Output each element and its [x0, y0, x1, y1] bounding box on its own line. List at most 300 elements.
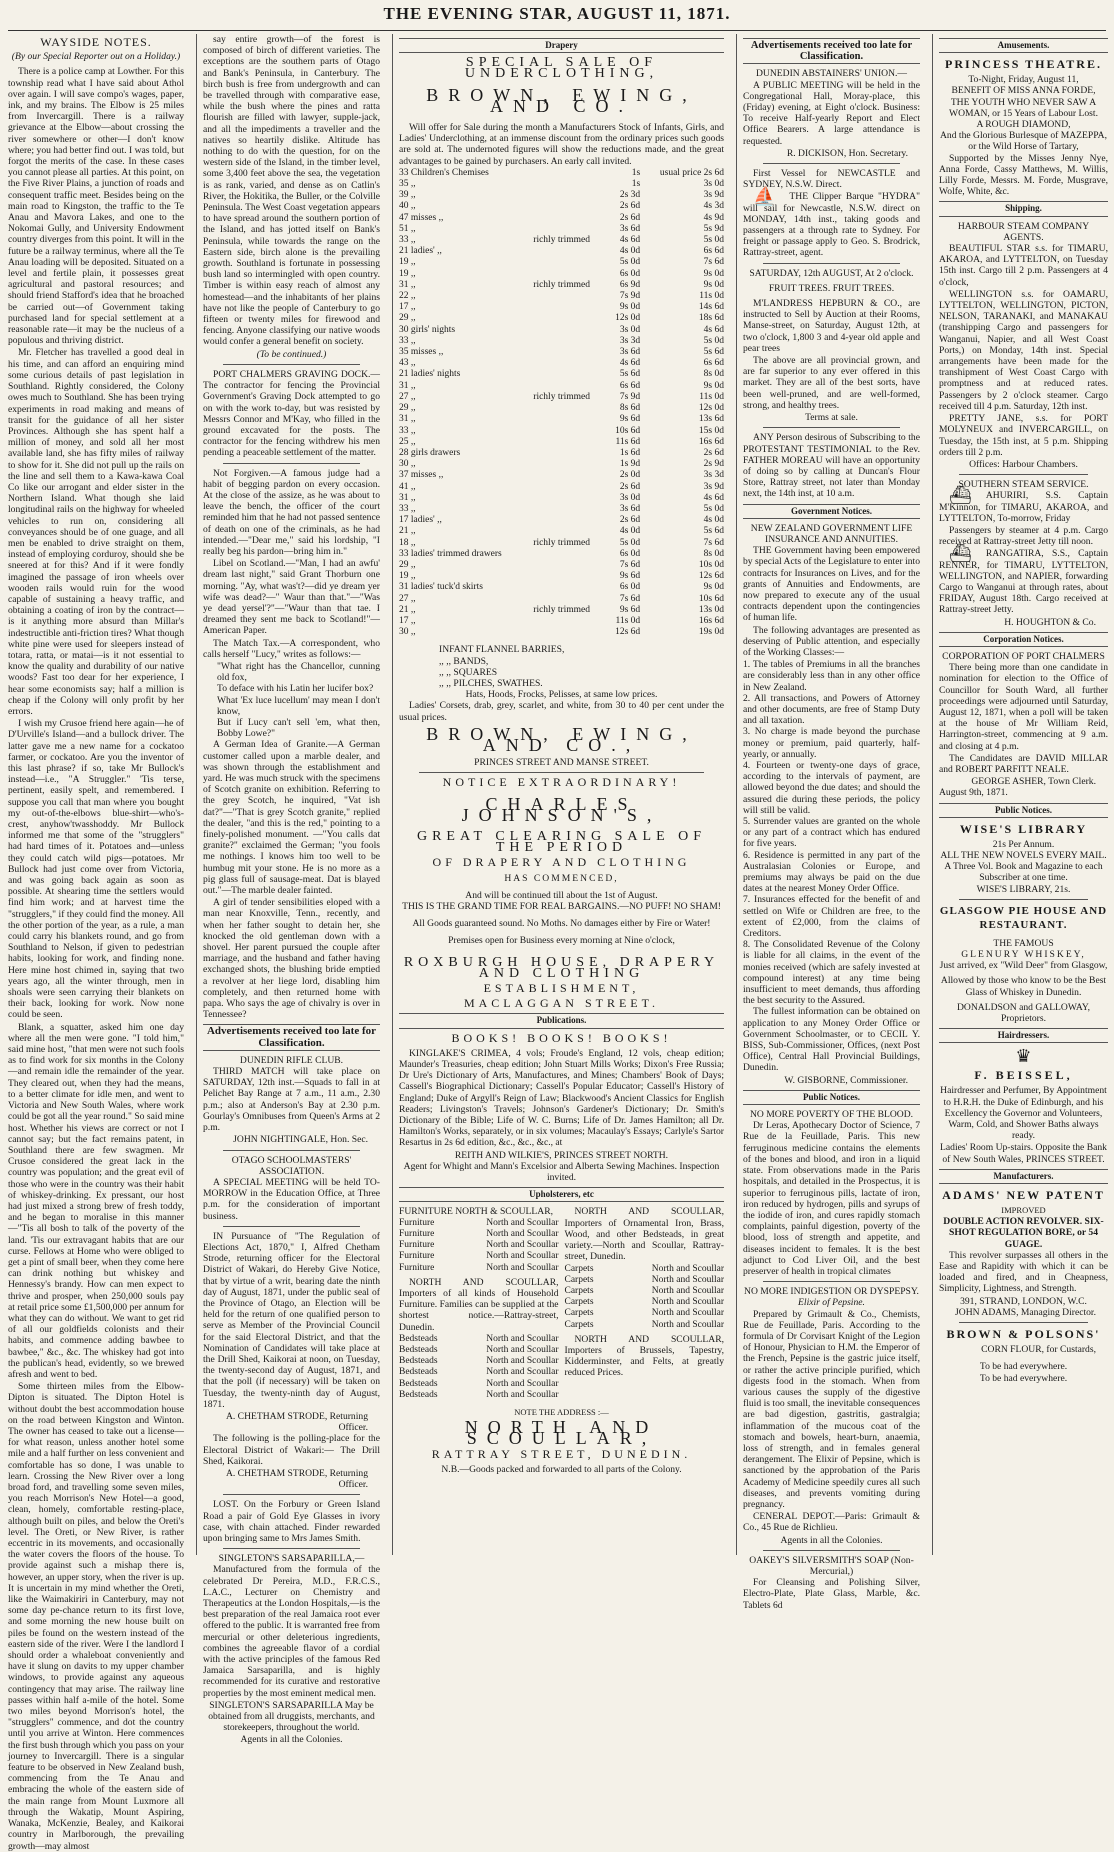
table-cell: 31 ladies' tuck'd skirts [399, 582, 483, 593]
list-item [399, 1240, 559, 1251]
table-cell [533, 549, 607, 560]
divider [223, 1226, 360, 1227]
table-cell: 4s 0d [619, 526, 641, 537]
ad-text: Will offer for Sale during the month a Manufacturers Stock of Infants, Girls, and Ladies' Underclothing, at an immense discount from the ordinary prices such goods are sold at. The undernoted figures will show the reductions made, and the great advantages to be gained by purchasers. An early call invited. [399, 122, 724, 167]
verse-line: What 'Ex luce lucellum' may mean I don't know, [217, 694, 380, 717]
table-row [399, 190, 724, 201]
table-row [399, 616, 724, 627]
item-vendor: North and Scoullar [486, 1333, 559, 1344]
table-cell: 37 misses ,, [399, 470, 444, 481]
divider [959, 474, 1088, 475]
table-cell: 12s 0d [698, 403, 724, 414]
table-cell [533, 582, 607, 593]
ad-text: NORTH AND SCOULLAR, Importers of Ornamental Iron, Brass, Wood, and other Bedsteads, in great variety.—North and Scoullar, Rattray-street, Dunedin. [564, 1206, 724, 1263]
table-cell: 15s 0d [698, 425, 724, 436]
ad-text: A Three Vol. Book and Magazine to each Subscriber at one time. [944, 861, 1103, 884]
table-cell: 2s 6d [619, 201, 641, 212]
table-cell: 33 ,, [399, 425, 416, 436]
table-cell: 5s 0d [703, 335, 724, 346]
item-label: Bedsteads [399, 1333, 438, 1344]
table-cell [533, 616, 607, 627]
ad-headline: GREAT CLEARING SALE OF THE PERIOD [416, 829, 707, 856]
table-cell: 8s 0d [703, 369, 724, 380]
list-item [399, 1379, 559, 1390]
list-item [399, 1390, 559, 1401]
list-item [399, 1251, 559, 1262]
table-cell: 7s 6d [703, 257, 724, 268]
section-header: Drapery [399, 38, 724, 53]
ad-title: DUNEDIN ABSTAINERS' UNION.— [756, 68, 907, 80]
article-paragraph: I wish my Crusoe friend here again—he of D'Urville's Island—and a bullock driver. The latter gave me a new name for a cockatoo farmer, or cockatoo. Are you the inventor of this last phrase? if so, take Mr Bullock's instead—i.e., "A Struggler." 'Tis terse, pertinent, easily spelt, and remembered. I suppose you call that man where you bought my out-of-the-elbows blue-shirt—who's-crest, anyhow'twasshoddy. Mr Bullock informed me that some of the "strugglers" had hard times of it. Potatoes and—unless they could catch wild pigs—potatoes. Mr Bullock had just come over from Victoria, and was going back again as soon as possible. At shearing time the settlers would find him work; and at harvest time the "strugglers," if they could find the money. All the other portion of the year, as a rule, a man could carry his blankets round, and go from Southland to Nelson, if given to pedestrian habits, looking for work, and finding none. Here mine host chimed in, saying that two years ago, all the winter through, men in shoals were seen carrying their blankets on their back, looking for work. Now none could be seen. [8, 718, 184, 1021]
table-cell: 4s 0d [703, 515, 724, 526]
table-cell [533, 381, 607, 392]
table-cell: 21 ,, [399, 526, 416, 537]
ad-title: DUNEDIN RIFLE CLUB. [239, 1054, 344, 1066]
table-row [399, 426, 724, 437]
ad-text: BEAUTIFUL STAR s.s. for TIMARU, AKAROA, and LYTTELTON, on Tuesday 15th inst. Cargo till 2 p.m. Passengers at 4 o'clock, [939, 243, 1108, 288]
divider [419, 772, 704, 773]
ad-address: PRINCES STREET AND MANSE STREET. [474, 757, 649, 769]
item-label: Furniture [399, 1228, 435, 1239]
table-cell: 18 ,, [399, 537, 416, 548]
table-cell: 6s 6d [703, 358, 724, 369]
table-cell [533, 594, 607, 605]
table-cell [533, 414, 607, 425]
table-cell [533, 246, 607, 257]
table-cell [533, 257, 607, 268]
ad-signature: REITH AND WILKIE'S, PRINCES STREET NORTH. [454, 1149, 669, 1161]
ad-text: A SPECIAL MEETING will be held TO-MORROW in the Education Office, at Three p.m. for the consideration of important business. [203, 1176, 380, 1222]
list-item: 8. The Consolidated Revenue of the Colony is liable for all claims, in the event of the monies received (which are safely invested at compound interest) at any time being insufficient to meet demands, thus affording the best security to the Assured. [743, 939, 920, 1007]
ad-text: THE FAMOUS [993, 937, 1054, 949]
ad-text: Agent for Whight and Mann's Excelsior and Alberta Sewing Machines. Inspection invited. [403, 1160, 720, 1184]
ad-text: A ROUGH DIAMOND, [976, 119, 1071, 131]
article-subtitle: (By our Special Reporter out on a Holiday.) [11, 51, 181, 63]
table-row [399, 257, 724, 268]
ad-text: The following is the polling-place for the Electoral District of Wakari:— The Drill Shed, Kaikorai. [203, 1433, 380, 1467]
table-cell: 3s 3d [619, 335, 641, 346]
ad-text: Offices: Harbour Chambers. [969, 458, 1078, 470]
table-cell: 8s 6d [619, 403, 641, 414]
table-cell: 3s 9d [703, 190, 724, 201]
table-cell [533, 560, 607, 571]
list-item [565, 1264, 725, 1275]
ad-text: Agents in all the Colonies. [240, 1734, 343, 1746]
divider [223, 1494, 360, 1495]
table-row [399, 235, 724, 246]
table-cell: 2s 6d [619, 515, 641, 526]
table-cell: 3s 9d [703, 481, 724, 492]
list-item [565, 1286, 725, 1297]
ad-text: This revolver surpasses all others in the Ease and Rapidity with which it can be loaded and fired, and in Cheapness, Simplicity, Lightness, and Strength. [939, 1249, 1108, 1295]
table-cell: 1s 6d [619, 447, 641, 458]
ad-text: The following advantages are presented as deserving of Public attention, and especially of the Working Classes:— [743, 624, 920, 658]
column-notices [932, 34, 1108, 1555]
table-row [399, 336, 724, 347]
ad-text: Allowed by those who know to be the Best Glass of Whiskey in Dunedin. [940, 975, 1107, 998]
table-row [399, 213, 724, 224]
column-news [196, 34, 386, 1746]
to-be-continued: (To be continued.) [256, 348, 327, 360]
table-cell: 4s 0d [619, 246, 641, 257]
table-cell: 18s 6d [698, 313, 724, 324]
ad-text: KINGLAKE'S CRIMEA, 4 vols; Froude's England, 12 vols, cheap edition; Maunder's Treasuries, cheap edition; John Stuart Mills Works; Dixon's Free Russia; Dr Ure's Dictionary of Arts, Manufactures, and Mines; Chambers' Book of Days; Cassell's Biographical Dictionary; Cassell's Popular Educator; Cassell's History of England; Duke of Argyll's Reign of Law; Blackwood's Ancient Classics for English Readers; Livingston's Travels; Johnson's Gardener's Dictionary; Dr. Smith's Dictionary of the Bible; Life of W. C. Burns; Life of Dr. James Hamilton; all Dr. Hamilton's Works, separately, or in six volumes; Macaulay's Essays; Carlyle's Sartor Resartus in 2s 6d edition, &c., &c., &c., at [399, 1047, 724, 1149]
ad-signature: H. HOUGHTON & Co. [1004, 616, 1096, 628]
table-cell [533, 325, 607, 336]
table-cell: 17 ,, [399, 302, 416, 313]
table-cell [533, 291, 607, 302]
table-cell: 12s 6d [698, 571, 724, 582]
news-item: A German Idea of Granite.—A German customer called upon a marble dealer, and was shown through the establishment and yard. He was much struck with the specimens of Scotch granite on exhibition. Referring to the grey Scotch, he inquired, "Vat ish dat?"—"That is grey Scotch granite," replied the dealer, "and this is the red," pointing to a finely-polished monument. —"You calls dat granite?" exclaimed the German; "you fools me nothings. I knows him too well to be humbug mit your stone. He is no more as a pig glass full of sausage-meat. Dat is blayed out."—The marble dealer fainted. [203, 739, 380, 897]
table-cell: 19 ,, [399, 257, 416, 268]
ad-headline: BROWN & POLSONS' [946, 1327, 1101, 1342]
table-cell: 17 ,, [399, 615, 416, 626]
table-cell [533, 358, 607, 369]
table-cell [533, 470, 607, 481]
ad-headline: GLASGOW PIE HOUSE AND RESTAURANT. [939, 904, 1108, 931]
ad-text: M'LANDRESS HEPBURN & CO., are instructed to Sell by Auction at their Rooms, Manse-street, on Saturday, August 12th, at two o'clock, 1,800 3 and 4-year old apple and pear trees [743, 298, 920, 354]
ad-text: Premises open for Business every morning at Nine o'clock, [448, 935, 675, 947]
divider [763, 1550, 900, 1551]
ad-address: RATTRAY STREET, DUNEDIN. [431, 1446, 692, 1461]
ad-text: NORTH AND SCOULLAR, Importers of all kinds of Household Furniture. Families can be supplied at the shortest notice.—Rattray-street, Dunedin. [399, 1276, 559, 1333]
ad-text: The Candidates are DAVID MILLAR and ROBERT PARFITT NEALE. [939, 752, 1108, 775]
ad-text: First Vessel for NEWCASTLE and SYDNEY, N.S.W. Direct. [743, 168, 920, 191]
table-cell [533, 426, 607, 437]
ad-text: WELLINGTON s.s. for OAMARU, LYTTELTON, WELLINGTON, PICTON, NELSON, TARANAKI, and MANAKAU (transhipping Cargo and passengers for Wanganui, Napier, and all West Coast Ports,) on Monday, 14th inst. Special arrangements have been made for the transhipment of West Coast Cargo with promptness and at reduced rates. Passengers by 2 o'clock steamer. Cargo received till 4 p.m. Saturday, 12th inst. [939, 288, 1108, 412]
table-cell: 11s 6d [615, 436, 641, 447]
crown-icon: ♛ [1015, 1046, 1032, 1067]
ad-text: CORN FLOUR, for Custards, [981, 1344, 1096, 1356]
ad-text: And the Glorious Burlesque of MAZEPPA, or the Wild Horse of Tartary, [940, 130, 1107, 153]
ad-text: To-Night, Friday, August 11, [968, 74, 1079, 86]
list-item [399, 1229, 559, 1240]
table-cell [533, 336, 607, 347]
table-cell: 2s 6d [619, 481, 641, 492]
table-cell: 6s 0d [619, 582, 641, 593]
table-row [399, 470, 724, 481]
ad-title: SINGLETON'S SARSAPARILLA,— [218, 1553, 365, 1565]
list-item [565, 1275, 725, 1286]
ad-title: NO MORE INDIGESTION OR DYSPEPSY. [744, 1286, 919, 1298]
table-cell [533, 571, 607, 582]
item-label: Bedsteads [399, 1356, 438, 1367]
table-cell: 2s 9d [703, 459, 724, 470]
list-item: 7. Insurances effected for the benefit of and settled on Wife or Children are free, to the extent of £2,000, from the claims of Creditors. [743, 894, 920, 940]
table-cell: 7s 6d [619, 593, 641, 604]
ad-signature: JOHN NIGHTINGALE, Hon. Sec. [233, 1134, 368, 1146]
table-row [399, 605, 724, 616]
ad-text: THIRD MATCH will take place on SATURDAY, 12th inst.—Squads to fall in at Pelichet Bay Range at 7 a.m., 11 a.m., 2.30 p.m.; also at Anderson's Bay at 2.30 p.m. Gourlay's Omnibuses from Queen's Arms at 2 p.m. [203, 1066, 380, 1134]
table-cell [533, 515, 607, 526]
ad-text: LOST. On the Forbury or Green Island Road a pair of Gold Eye Glasses in ivory case, with chain attached. Finder rewarded upon bringing same to Mrs James Smith. [203, 1499, 380, 1544]
table-cell: 25 ,, [399, 436, 416, 447]
divider [223, 364, 360, 365]
masthead-rule [8, 30, 1106, 31]
item-vendor: North and Scoullar [486, 1367, 559, 1378]
table-cell [533, 448, 607, 459]
table-row [399, 392, 724, 403]
ad-text: THE Government having been empowered by special Acts of the Legislature to enter into contracts for Insurances on Lives, and for the grants of Annuities and Endowments, are now prepared to execute any of the usual contracts dependent upon the contingencies of human life. [743, 545, 920, 624]
ship-icon: ⛴ [949, 485, 972, 506]
infant-list [439, 644, 724, 689]
table-cell: 31 ,, [399, 414, 416, 425]
ad-headline: BROWN, EWING, AND CO., [426, 723, 697, 755]
article-paragraph: There is a police camp at Lowther. For this township read what I have said about Athol over again. I will save compo's wages, paper, ink, and my brains. The Elbow is 25 miles from Invercargill. There is a railway grievance at the Elbow—about crossing the river somewhere or other—I don't know where; you had better find out. I was told, but forgot the merits of the case. In these cases you cannot please all parties. At this point, on the Five River Plains, a junction of roads and consequent traffic meet. Besides being on the main road to Kingston, the traffic to the Te Anau and Mavora Lakes, and one to the Nokomai Gully, and University Endowment country diverges from this point. It will in the future be a railway terminus, where all the Te Anau loading will be deposited. Situated on a level and fertile plain, it possesses great agricultural and pastoral resources; and should friend Stafford's idea that he broached be carried out—of Government taking purchased land for special settlement at a reasonable rate—it may be the nucleus of a populous and thriving district. [8, 66, 184, 347]
divider [959, 1322, 1088, 1323]
item-vendor: North and Scoullar [486, 1356, 559, 1367]
item-vendor: North and Scoullar [486, 1251, 559, 1262]
ad-subtitle: Elixir of Pepsine. [798, 1297, 865, 1309]
ad-text: Prepared by Grimault & Co., Chemists, Rue de Feuillade, Paris. According to the formula of Dr Corvisart Knight of the Legion of Honour, Physician to H.M. the Emperor of the French, Pepsine is the gastric juice itself, or rather the active principle purified, which digests food in the stomach. When from various causes the supply of the digestive fluid is too small, the inevitable consequences are bad digestion, gastritis, gastralgia; inflammation of the mucous coat of the stomach and bowels, heart-burn, anaemia, loss of strength, and in females general derangement. The Elixir of Pepsine, which is sanctioned by the approbation of the Paris Academy of Medicine speedily cures all such diseases, and prevents vomiting during pregnancy. [743, 1308, 920, 1510]
table-cell: 7s 6d [619, 559, 641, 570]
table-cell: richly trimmed [533, 235, 591, 246]
ad-text: ANY Person desirous of Subscribing to the PROTESTANT TESTIMONIAL to the Rev. FATHER MOREAU will have an opportunity of doing so by calling at Duncan's Flour Store, Rattray street, not later than Monday next, the 14th inst, at 10 a.m. [743, 432, 920, 500]
ad-headline: SPECIAL SALE OF UNDERCLOTHING, [464, 55, 659, 82]
table-cell: 6s 0d [619, 268, 641, 279]
table-cell: 6s 9d [619, 279, 641, 290]
table-cell: 12s 0d [615, 313, 641, 324]
ad-signature: W. GISBORNE, Commissioner. [784, 1074, 908, 1086]
table-row [399, 504, 724, 515]
ad-text: Ladies' Room Up-stairs. Opposite the Bank of New South Wales, PRINCES STREET. [940, 1142, 1107, 1165]
table-cell: 40 ,, [399, 201, 416, 212]
table-cell: 7s 6d [703, 537, 724, 548]
table-cell: 14s 6d [698, 302, 724, 313]
table-row [399, 358, 724, 369]
table-row [399, 515, 724, 526]
table-cell: 5s 0d [703, 235, 724, 246]
ad-text: CENERAL DEPOT.—Paris: Grimault & Co., 45 Rue de Richlieu. [743, 1511, 920, 1534]
table-row [399, 179, 724, 190]
ad-title: NEW ZEALAND GOVERNMENT LIFE INSURANCE AND ANNUITIES. [750, 522, 913, 545]
item-label: Carpets [564, 1285, 594, 1296]
ad-text: The above are all provincial grown, and are far superior to any ever offered in this market. They are all of the best sorts, have been well-pruned, and are well-formed, strong, and healthy trees. [743, 355, 920, 411]
table-cell: 9s 6d [619, 604, 641, 615]
ad-text: Ladies' Corsets, drab, grey, scarlet, and white, from 30 to 40 per cent under the usual prices. [399, 700, 724, 723]
ad-title: CORPORATION OF PORT CHALMERS [942, 650, 1105, 662]
table-cell: 33 ,, [399, 335, 416, 346]
table-cell: 51 ,, [399, 223, 416, 234]
table-cell: 5s 0d [703, 503, 724, 514]
table-cell: 5s 9d [703, 223, 724, 234]
ad-text: IMPROVED [1001, 1205, 1046, 1216]
section-header: Upholsterers, etc [399, 1187, 724, 1202]
news-item: The Match Tax.—A correspondent, who calls herself "Lucy," writes as follows:— [203, 637, 380, 660]
table-cell: 2s 0d [619, 470, 641, 481]
table-cell: 1s [631, 179, 641, 190]
ad-text: HAS COMMENCED, [504, 872, 619, 884]
table-cell [533, 179, 607, 190]
ad-signature: DONALDSON and GALLOWAY, Proprietors. [957, 1001, 1090, 1025]
ad-headline: F. BEISSEL, [974, 1068, 1073, 1083]
table-cell: 2s 3d [619, 190, 641, 201]
table-cell: 19 ,, [399, 571, 416, 582]
ad-text: Terms at sale. [805, 412, 858, 424]
table-row [399, 313, 724, 324]
table-cell: 4s 6d [703, 492, 724, 503]
price-table [399, 168, 724, 639]
ad-text: BENEFIT OF MISS ANNA FORDE, [951, 85, 1096, 97]
list-item [399, 1356, 559, 1367]
table-cell [533, 302, 607, 313]
infant-item: ,, ,, BANDS, [439, 655, 489, 667]
table-cell: 3s 3d [703, 470, 724, 481]
table-cell: 1s 9d [619, 459, 641, 470]
table-cell: 13s 6d [698, 414, 724, 425]
masthead: THE EVENING STAR, AUGUST 11, 1871. [383, 4, 731, 23]
table-row [399, 168, 724, 179]
ad-signature: R. DICKISON, Hon. Secretary. [786, 147, 908, 159]
ad-text: Dr Leras, Apothecary Doctor of Science, 7 Rue de la Feuillade, Paris. This new ferruginous medicine contains the elements of the bones and blood, and iron in a liquid state. From observations made in the Paris hospitals, and detailed in the Prospectus, it is superior to ferruginous pills, lactate of iron, iron reduced by hydrogen, pills and syrups of the iodide of iron, and cures rapidly stomach complaints, painful digestion, poverty of the blood, loss of strength and appetite, and diseases incident to females. It is the best adjunct to Cod Liver Oil, and the best preserver of health in tropical climates [743, 1120, 920, 1277]
verse-line: But if Lucy can't sell 'em, what then, Bobby Lowe?" [217, 716, 380, 740]
table-row [399, 291, 724, 302]
article-paragraph: Some thirteen miles from the Elbow-Dipton is situated. The Dipton Hotel is without doubt the best accommodation house on the road between Kingston and Winton. The owner has ceased to take out a license—for what reason, unless another hotel some mile and a half further on less convenient and comfortable has so done, I was unable to learn. Crossing the New River over a long broad ford, and travelling some seven miles, you reach Morrison's New Hotel—a good, clean, homely, comfortable resting-place, although built on piles, and below the Oreti's level. The Oreti, or New River, is rather eccentric in its movements, and occasionally the water covers the floors of the house. To provide against such a mishap there is, however, an upper story, when the river is up. It is uncertain in my mind whether the Oreti, like the Waimakiriri in Canterbury, may not some day pe-chance return to its first love, and some morning the new house built on piles be found on the western instead of the eastern side of the river. Were I the landlord I should order a whaleboat conveniently and have it slung on davits to my upper chamber windows, to provide against any aqueous contingency that may arise. The railway line passes within half a-mile of the hotel. Some two miles beyond Morrison's hotel, the "strugglers" commence, and dot the country until you arrive at Winton. Here commences the first bush through which you pass on your journey to Invercargill. There is a singular feature to be observed in New Zealand bush, commencing from the Te Anau and embracing the whole of the eastern side of the main range from Mount Luxmore all through the Wakatip, Mount Aspiring, Wanaka, McKenzie, Bealey, and Kaikorai country in Marlborough, the prevailing growth—may almost [8, 1381, 184, 1852]
table-cell: 11s 0d [699, 391, 724, 402]
section-header: Publications. [399, 1013, 724, 1028]
table-cell: 9s 6d [619, 571, 641, 582]
ad-headline: ADAMS' NEW PATENT [942, 1188, 1105, 1203]
table-cell [533, 403, 607, 414]
list-item: 2. All transactions, and Powers of Attorney and other documents, are free of Stamp Duty and all taxation. [743, 692, 920, 727]
table-row [399, 246, 724, 257]
ad-text: THE Clipper Barque "HYDRA" will sail for Newcastle, N.S.W. direct on MONDAY, 14th inst., taking goods and passengers at a through rate to Sydney. For freight or passage apply to Geo. S. Brodrick, Rattray-street, agent. [743, 191, 920, 259]
table-cell [533, 213, 607, 224]
upholsterers-block [399, 1206, 724, 1400]
news-item: Libel on Scotland.—"Man, I had an awfu' dream last night," said Grant Thorburn one morning. "Ay, what was't?—did ye dream yer wife was dead?—" Waur than that."—"Was ye dead yersel'?"—"Waur than that tae. I dreamed they sent me back to Scotland!"—American Paper. [203, 558, 380, 637]
news-item: A girl of tender sensibilities eloped with a man near Knoxville, Tenn., recently, and when her father sought to detain her, she knocked the old gentleman down with a shovel. Her parent pursued the couple after marriage, and the husband and father having exchanged shots, the blushing bride emptied a revolver at her liege lord, disabling him completely, and then returned home with papa. Who says the age of chivalry is over in Tennessee? [203, 897, 380, 1021]
section-header: Amusements. [939, 38, 1108, 53]
table-cell: richly trimmed [533, 279, 591, 290]
table-cell: 3s 6d [619, 347, 641, 358]
table-cell: 30 ,, [399, 627, 416, 638]
table-cell: 2s 6d [703, 447, 724, 458]
ad-text: Hats, Hoods, Frocks, Pelisses, at same low prices. [465, 689, 658, 701]
list-item: 5. Surrender values are granted on the whole or any part of a contract which has endured for five years. [743, 816, 920, 850]
list-item [565, 1308, 725, 1319]
ad-text: 21s Per Annum. [992, 838, 1055, 850]
table-cell: 11s 0d [615, 615, 641, 626]
ad-headline: PRINCESS THEATRE. [945, 57, 1102, 72]
item-label: Bedsteads [399, 1389, 438, 1400]
table-cell [533, 526, 607, 537]
table-cell: 9s 6d [619, 414, 641, 425]
section-header: Hairdressers. [939, 1028, 1108, 1043]
item-label: Bedsteads [399, 1378, 438, 1389]
table-cell: 2s 6d [619, 212, 641, 223]
ad-text: PRETTY JANE, s.s. for PORT MOLYNEUX and INVERCARGILL, on Tuesday, the 15th inst, at 5 p.m. Shipping orders till 2 p.m. [939, 413, 1108, 458]
table-cell: 19s 0d [698, 627, 724, 638]
table-cell: 9s 0d [703, 268, 724, 279]
table-row [399, 369, 724, 380]
table-cell: richly trimmed [533, 391, 591, 402]
ad-title: FRUIT TREES. FRUIT TREES. [768, 282, 895, 294]
table-cell: 21 ladies' nights [399, 369, 461, 380]
table-cell: 41 ,, [399, 481, 416, 492]
table-cell [533, 437, 607, 448]
ad-date: August 9th, 1871. [939, 787, 1008, 799]
table-cell: 3s 0d [619, 492, 641, 503]
table-cell: 21 ladies' ,, [399, 246, 442, 257]
table-cell [533, 493, 607, 504]
divider [223, 1150, 360, 1151]
item-vendor: North and Scoullar [651, 1285, 724, 1296]
item-label: Carpets [564, 1297, 594, 1308]
article-title: WAYSIDE NOTES. [40, 35, 152, 49]
section-header: Advertisements received too late for Classification. [203, 1024, 380, 1050]
ad-title: FURNITURE NORTH & SCOULLAR, [399, 1206, 553, 1218]
article-paragraph: say entire growth—of the forest is composed of birch of different varieties. The exceptions are the southern parts of Otago and Bank's Peninsula, in Canterbury. The birch bush is free from undergrowth and can be travelled through with comparative ease, while the bush where the pines and ratta flourish are filled with lawyer, supple-jack, and all the impediments a traveller and the natives so heartily dislike. Altitude has nothing to do with the question, for on the western side of the Island, in the timber level, some 3,400 feet above the sea, the vegetation is as rank, varied, and dense as on Catlin's River, the Hokitika, the Buller, or the Colville Peninsula. The West Coast vegetation appears to have spread around the southern portion of the Island, and has jotted itself on Bank's Peninsula, while towards the range on the Eastern side, birch alone is the prevailing growth. Southland is fortunate in possessing bush land so intermingled with open country. Timber is within easy reach of almost any homestead—and the inhabitants of her plains have not like the people of Canterbury to go fifteen or twenty miles for firewood and fencing. Anyone classifying our native woods would confer a general benefit on society. [203, 34, 380, 348]
ad-text: SATURDAY, 12th AUGUST, At 2 o'clock. [749, 267, 914, 279]
table-row [399, 269, 724, 280]
ad-headline: MACLAGGAN STREET. [463, 996, 660, 1011]
table-row [399, 448, 724, 459]
table-cell: 3s 0d [703, 179, 724, 190]
list-item: 6. Residence is permitted in any part of the Australasian Colonies or Europe, and premiums may always be paid on the due dates at the nearest Money Order Office. [743, 849, 920, 895]
ad-text: Just arrived, ex "Wild Deer" from Glasgow, [939, 960, 1108, 972]
list-item [399, 1334, 559, 1345]
table-cell: 19 ,, [399, 268, 416, 279]
ad-title: SOUTHERN STEAM SERVICE. [958, 479, 1089, 491]
section-header: Public Notices. [939, 803, 1108, 818]
table-cell [533, 269, 607, 280]
table-cell: 9s 0d [703, 380, 724, 391]
item-vendor: North and Scoullar [486, 1378, 559, 1389]
table-cell: 5s 6d [703, 347, 724, 358]
table-cell: 9s 0d [703, 582, 724, 593]
section-header: Corporation Notices. [939, 632, 1108, 647]
table-cell: 29 ,, [399, 559, 416, 570]
column-advertisements [736, 34, 926, 1611]
table-cell: 9s 0d [703, 279, 724, 290]
ad-headline: BROWN, EWING, AND CO. [426, 84, 697, 116]
table-cell: 3s 0d [619, 324, 641, 335]
ad-signature: A. CHETHAM STRODE, Returning Officer. [225, 1410, 368, 1434]
table-cell: 28 girls drawers [399, 447, 461, 458]
table-cell: 16s 6d [698, 615, 724, 626]
table-cell: 7s 9d [619, 291, 641, 302]
ad-text: THE YOUTH WHO NEVER SAW A WOMAN, or 15 Years of Labour Lost. [949, 96, 1098, 119]
ad-headline: OF DRAPERY AND CLOTHING [432, 855, 691, 870]
item-label: Carpets [564, 1308, 594, 1319]
table-cell: 29 ,, [399, 403, 416, 414]
table-row [399, 325, 724, 336]
table-row [399, 437, 724, 448]
item-vendor: North and Scoullar [486, 1262, 559, 1273]
ad-text: NOTE THE ADDRESS :— [514, 1406, 609, 1417]
ad-text: DOUBLE ACTION REVOLVER. SIX-SHOT REGULATION BORE, or 54 GUAGE. [943, 1216, 1104, 1250]
ad-text: GLENURY WHISKEY, [961, 949, 1086, 961]
verse [203, 661, 380, 739]
ad-text: To be had everywhere. [979, 1361, 1068, 1373]
table-cell [533, 313, 607, 324]
item-vendor: North and Scoullar [651, 1319, 724, 1330]
table-cell: 10s 6d [615, 425, 641, 436]
list-item [399, 1367, 559, 1378]
ad-text: Manufactured from the formula of the celebrated Dr Pereira, M.D., F.R.C.S., L.A.C., Lecturer on Chemistry and Therapeutics at the London Hospitals,—is the best preparation of the real Jamaica root ever offered to the public. It is warranted free from mercurial or other deleterious ingredients, combines the agreeable flavor of a cordial with the active principles of the famous Red Jamaica Sarsaparilla, and is highly recommended for its curative and restorative properties by the most eminent medical men. [203, 1564, 380, 1699]
table-cell: 6s 0d [619, 548, 641, 559]
table-row [399, 280, 724, 291]
list-item: 3. No charge is made beyond the purchase money or premium, paid quarterly, half-yearly, or annually. [743, 726, 920, 760]
ad-text: A PUBLIC MEETING will be held in the Congregational Hall, Moray-place, this (Friday) evening, at Eight o'clock. Business: To receive Half-yearly Report and Elect Office Bearers. A large attendance is requested. [743, 79, 920, 147]
ad-text: All Goods guaranteed sound. No Moths. No damages either by Fire or Water! [412, 918, 711, 930]
table-cell [533, 347, 607, 358]
ad-title: OAKEY'S SILVERSMITH'S SOAP (Non-Mercurial,) [749, 1554, 914, 1577]
table-cell [533, 224, 607, 235]
divider [223, 463, 360, 464]
table-cell: usual price 2s 6d [659, 167, 724, 178]
ship-icon: ⛵ [753, 186, 776, 207]
